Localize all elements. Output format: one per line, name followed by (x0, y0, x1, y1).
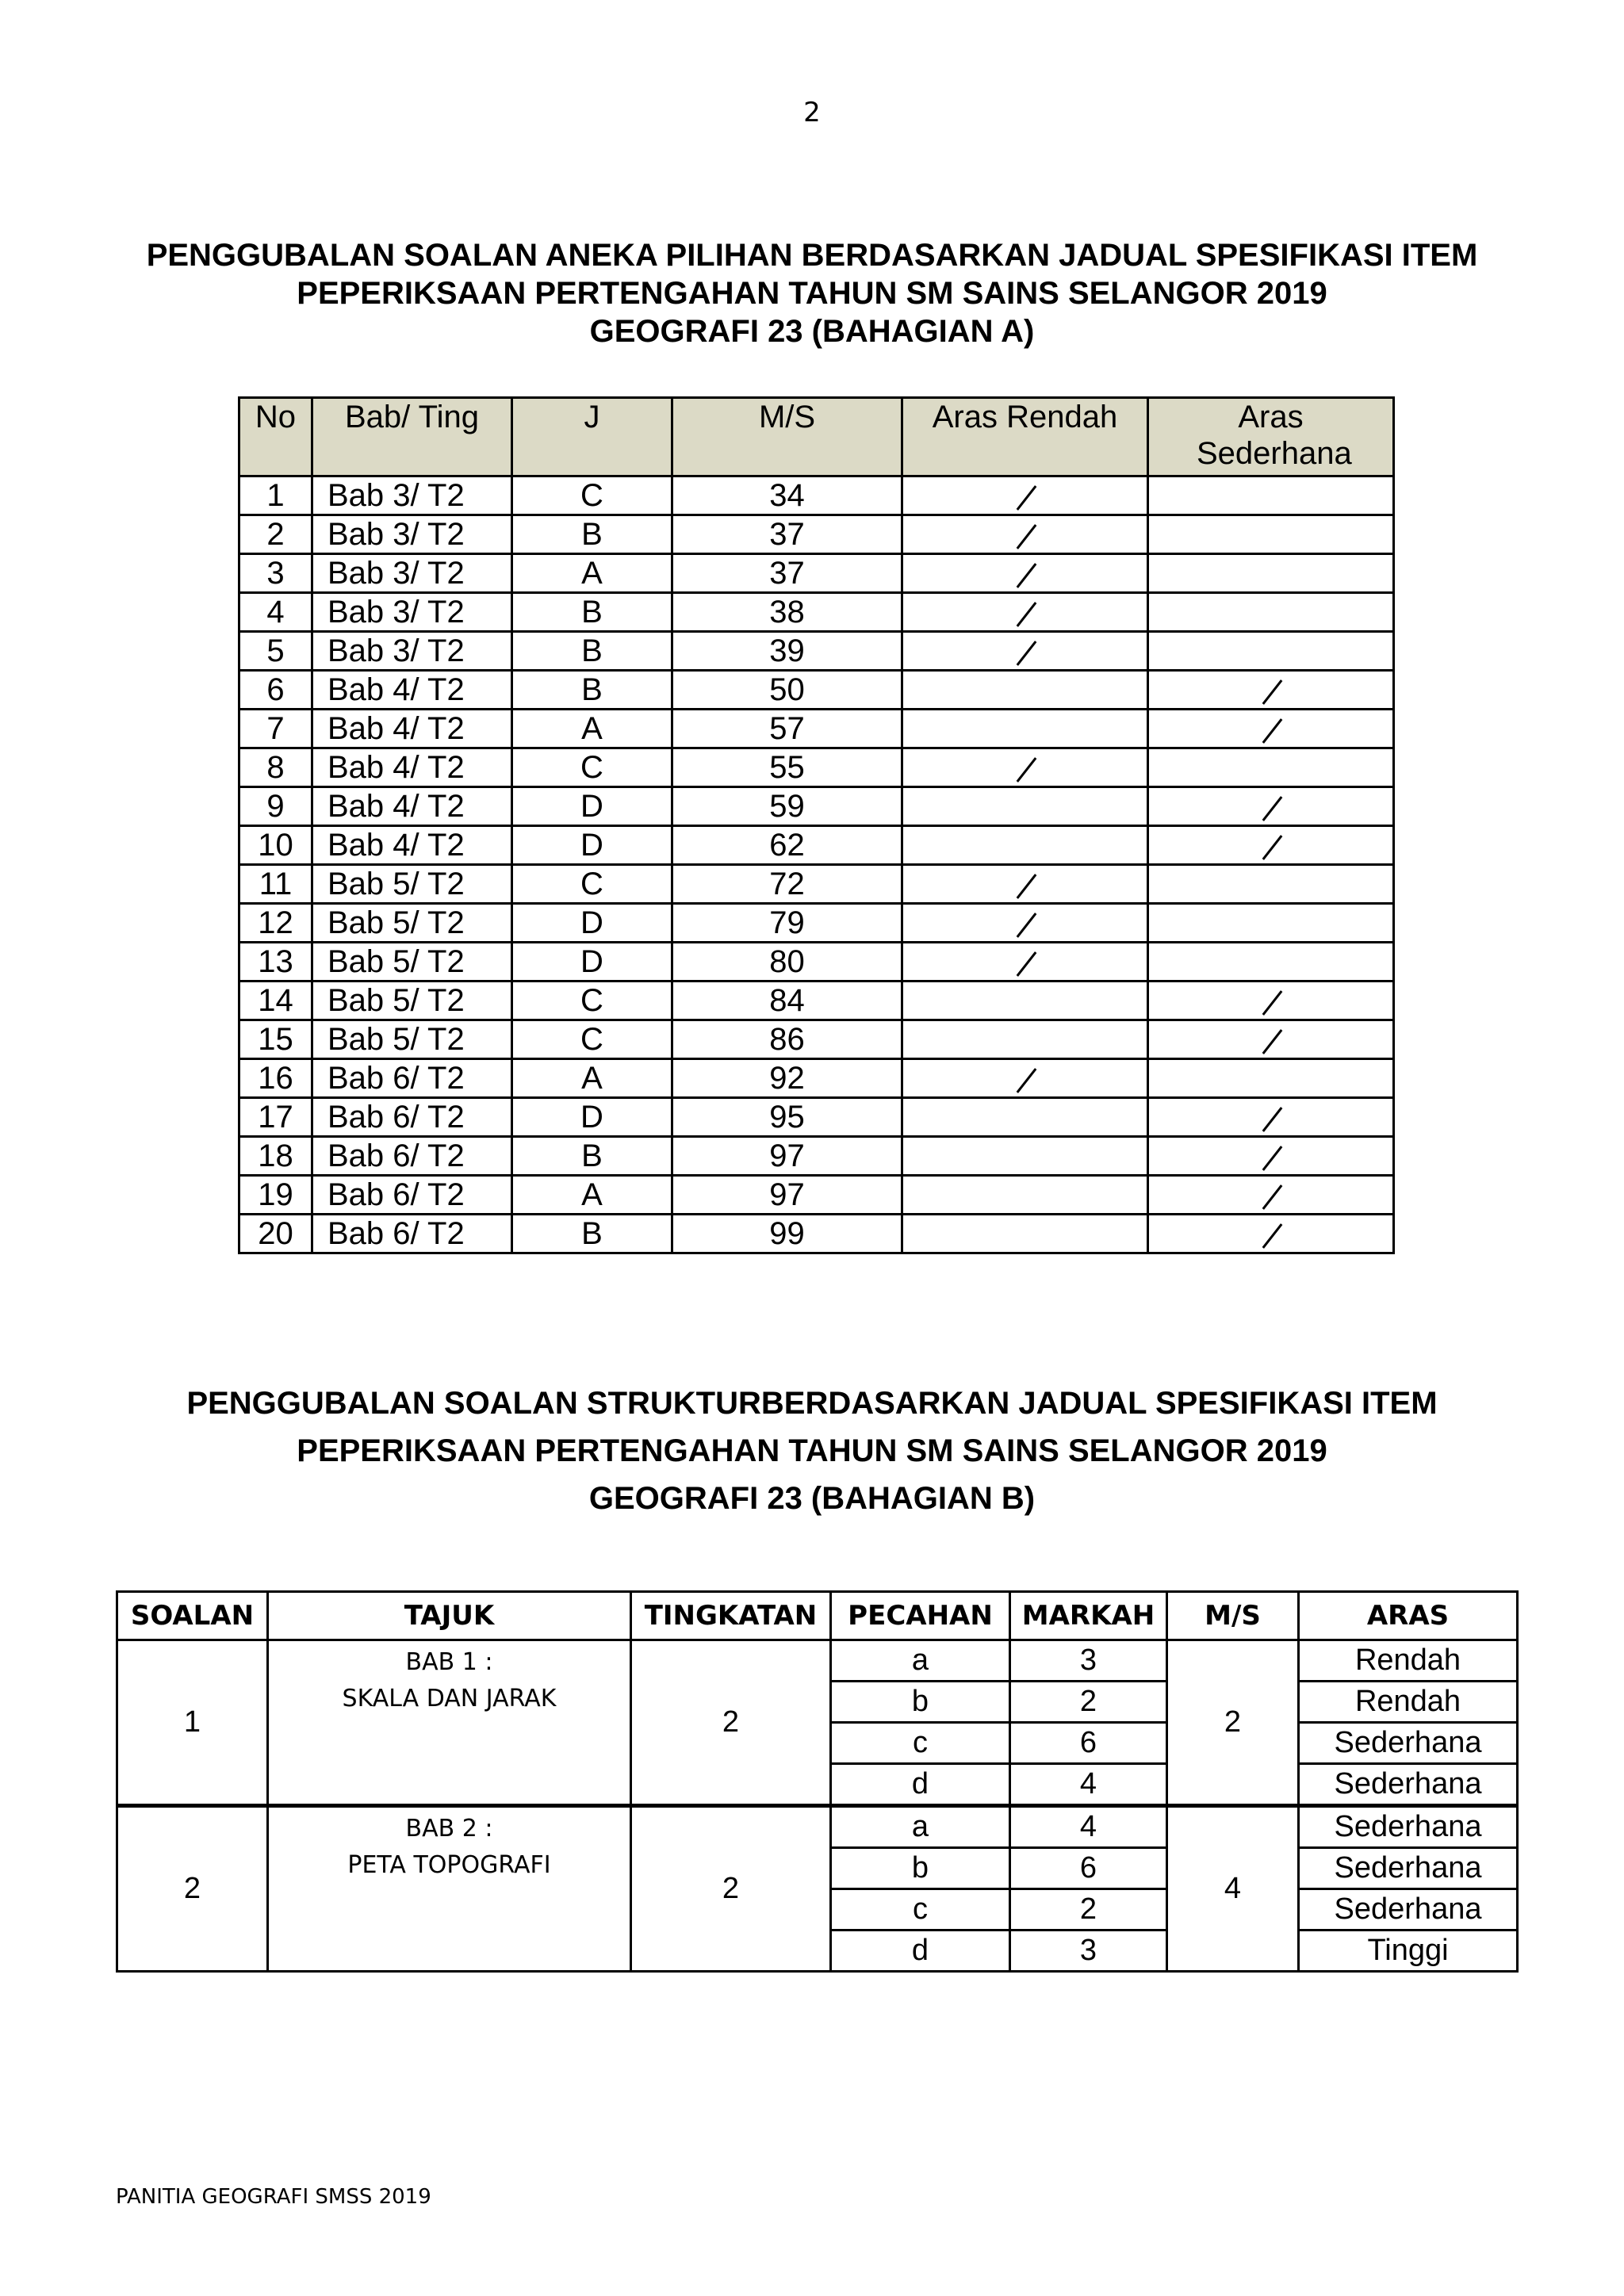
row-answer: C (512, 865, 672, 904)
row-page: 97 (672, 1137, 902, 1176)
heading-line: PEPERIKSAAN PERTENGAHAN TAHUN SM SAINS SELANGOR 2019 (297, 1433, 1327, 1468)
aras-rendah-cell (902, 1098, 1148, 1137)
table-row (239, 982, 1394, 1020)
row-page: 62 (672, 826, 902, 865)
col-header-j: J (512, 398, 672, 476)
question-level: Sederhana (1299, 1806, 1518, 1848)
row-answer: C (512, 1020, 672, 1059)
row-answer: B (512, 593, 672, 632)
table-row (239, 476, 1394, 515)
row-bab-ting: Bab 6/ T2 (312, 1176, 512, 1215)
col-header-aras: ARAS (1299, 1592, 1518, 1640)
col-header-ms: M/S (1167, 1592, 1299, 1640)
question-level: Sederhana (1299, 1723, 1518, 1764)
table-row (239, 787, 1394, 826)
table-row (239, 1059, 1394, 1098)
aras-rendah-cell (902, 593, 1148, 632)
aras-rendah-cell (902, 787, 1148, 826)
row-answer: D (512, 943, 672, 982)
topic-line: BAB 2 : (405, 1815, 493, 1843)
col-header-ms: M/S (672, 398, 902, 476)
row-bab-ting: Bab 3/ T2 (312, 632, 512, 671)
tick-mark-icon (1264, 718, 1278, 743)
row-answer: A (512, 1059, 672, 1098)
question-marks: 2 (1010, 1889, 1167, 1931)
aras-sederhana-cell (1148, 1020, 1394, 1059)
aras-sederhana-cell (1148, 865, 1394, 904)
question-part: c (831, 1889, 1010, 1931)
aras-rendah-cell (902, 632, 1148, 671)
row-page: 95 (672, 1098, 902, 1137)
question-form: 2 (631, 1640, 831, 1806)
multiple-choice-table-body (239, 476, 1394, 1253)
aras-rendah-cell (902, 515, 1148, 554)
row-page: 80 (672, 943, 902, 982)
row-bab-ting: Bab 3/ T2 (312, 476, 512, 515)
row-page: 50 (672, 671, 902, 710)
question-level: Sederhana (1299, 1848, 1518, 1889)
row-answer: B (512, 515, 672, 554)
row-number: 18 (239, 1137, 312, 1176)
row-number: 6 (239, 671, 312, 710)
table-row (239, 1020, 1394, 1059)
question-topic (268, 1640, 631, 1806)
row-page: 92 (672, 1059, 902, 1098)
heading-line: PENGGUBALAN SOALAN STRUKTURBERDASARKAN JADUAL SPESIFIKASI ITEM (186, 1386, 1438, 1421)
row-page: 39 (672, 632, 902, 671)
heading-line: PENGGUBALAN SOALAN ANEKA PILIHAN BERDASARKAN JADUAL SPESIFIKASI ITEM (146, 238, 1478, 273)
table-row (239, 904, 1394, 943)
section-a-heading (0, 236, 1624, 350)
heading-line: PEPERIKSAAN PERTENGAHAN TAHUN SM SAINS SELANGOR 2019 (297, 276, 1327, 311)
question-marks: 3 (1010, 1931, 1167, 1972)
table-row (239, 1176, 1394, 1215)
question-part: a (831, 1640, 1010, 1682)
row-page: 99 (672, 1215, 902, 1253)
row-page: 38 (672, 593, 902, 632)
row-page: 79 (672, 904, 902, 943)
tick-mark-icon (1264, 834, 1278, 859)
row-bab-ting: Bab 3/ T2 (312, 554, 512, 593)
aras-rendah-cell (902, 1059, 1148, 1098)
question-level: Rendah (1299, 1682, 1518, 1723)
row-number: 12 (239, 904, 312, 943)
row-bab-ting: Bab 6/ T2 (312, 1215, 512, 1253)
row-number: 17 (239, 1098, 312, 1137)
tick-mark-icon (1264, 989, 1278, 1015)
row-answer: D (512, 1098, 672, 1137)
row-bab-ting: Bab 5/ T2 (312, 943, 512, 982)
aras-rendah-cell (902, 710, 1148, 748)
row-number: 7 (239, 710, 312, 748)
row-answer: C (512, 748, 672, 787)
row-number: 11 (239, 865, 312, 904)
tick-mark-icon (1264, 1028, 1278, 1054)
question-topic (268, 1806, 631, 1972)
row-page: 72 (672, 865, 902, 904)
col-header-bab: Bab/ Ting (312, 398, 512, 476)
question-page: 4 (1167, 1806, 1299, 1972)
aras-sederhana-cell (1148, 632, 1394, 671)
row-answer: D (512, 787, 672, 826)
tick-mark-icon (1264, 1223, 1278, 1248)
row-number: 4 (239, 593, 312, 632)
row-bab-ting: Bab 5/ T2 (312, 865, 512, 904)
aras-rendah-cell (902, 476, 1148, 515)
aras-sederhana-cell (1148, 1215, 1394, 1253)
structured-question-table (116, 1590, 1519, 1973)
question-part: d (831, 1931, 1010, 1972)
tick-mark-icon (1018, 562, 1032, 587)
question-marks: 6 (1010, 1848, 1167, 1889)
question-marks: 4 (1010, 1806, 1167, 1848)
aras-sederhana-cell (1148, 1137, 1394, 1176)
row-number: 20 (239, 1215, 312, 1253)
tick-mark-icon (1018, 912, 1032, 937)
aras-rendah-cell (902, 1137, 1148, 1176)
row-number: 1 (239, 476, 312, 515)
structured-question-table-body (117, 1640, 1518, 1972)
topic-line: BAB 1 : (405, 1648, 493, 1676)
question-part: b (831, 1682, 1010, 1723)
row-answer: A (512, 554, 672, 593)
aras-sederhana-cell (1148, 787, 1394, 826)
tick-mark-icon (1018, 951, 1032, 976)
section-b-heading (0, 1380, 1624, 1522)
row-bab-ting: Bab 5/ T2 (312, 1020, 512, 1059)
row-number: 9 (239, 787, 312, 826)
row-page: 86 (672, 1020, 902, 1059)
row-page: 55 (672, 748, 902, 787)
aras-sederhana-cell (1148, 554, 1394, 593)
aras-rendah-cell (902, 671, 1148, 710)
aras-sederhana-cell (1148, 904, 1394, 943)
row-number: 10 (239, 826, 312, 865)
row-bab-ting: Bab 4/ T2 (312, 671, 512, 710)
topic-line: SKALA DAN JARAK (342, 1685, 557, 1712)
question-marks: 3 (1010, 1640, 1167, 1682)
aras-sederhana-cell (1148, 826, 1394, 865)
table-header-row (117, 1592, 1518, 1640)
question-level: Tinggi (1299, 1931, 1518, 1972)
table-row (239, 632, 1394, 671)
aras-rendah-cell (902, 554, 1148, 593)
row-answer: B (512, 632, 672, 671)
row-number: 15 (239, 1020, 312, 1059)
table-row (239, 865, 1394, 904)
aras-rendah-cell (902, 865, 1148, 904)
table-row (239, 671, 1394, 710)
aras-sederhana-cell (1148, 982, 1394, 1020)
row-answer: B (512, 671, 672, 710)
tick-mark-icon (1018, 756, 1032, 782)
question-number: 1 (117, 1640, 268, 1806)
tick-mark-icon (1264, 1184, 1278, 1209)
row-bab-ting: Bab 4/ T2 (312, 710, 512, 748)
table-row (239, 943, 1394, 982)
multiple-choice-table (238, 396, 1395, 1254)
aras-sederhana-cell (1148, 748, 1394, 787)
table-row (239, 554, 1394, 593)
tick-mark-icon (1264, 1145, 1278, 1170)
col-header-no: No (239, 398, 312, 476)
table-row (239, 515, 1394, 554)
row-bab-ting: Bab 6/ T2 (312, 1098, 512, 1137)
question-form: 2 (631, 1806, 831, 1972)
tick-mark-icon (1018, 484, 1032, 510)
row-number: 14 (239, 982, 312, 1020)
question-part: d (831, 1764, 1010, 1806)
page-number: 2 (803, 97, 821, 128)
row-bab-ting: Bab 6/ T2 (312, 1137, 512, 1176)
table-row (239, 1137, 1394, 1176)
table-row (239, 710, 1394, 748)
row-number: 3 (239, 554, 312, 593)
aras-rendah-cell (902, 826, 1148, 865)
aras-sederhana-cell (1148, 671, 1394, 710)
row-number: 13 (239, 943, 312, 982)
table-header-row (239, 398, 1394, 476)
row-answer: D (512, 826, 672, 865)
tick-mark-icon (1264, 679, 1278, 704)
aras-rendah-cell (902, 904, 1148, 943)
question-marks: 2 (1010, 1682, 1167, 1723)
col-header-soalan: SOALAN (117, 1592, 268, 1640)
row-number: 2 (239, 515, 312, 554)
row-answer: D (512, 904, 672, 943)
tick-mark-icon (1264, 1106, 1278, 1131)
row-bab-ting: Bab 3/ T2 (312, 593, 512, 632)
row-bab-ting: Bab 4/ T2 (312, 826, 512, 865)
aras-rendah-cell (902, 1020, 1148, 1059)
row-number: 8 (239, 748, 312, 787)
aras-sederhana-cell (1148, 1059, 1394, 1098)
tick-mark-icon (1018, 523, 1032, 549)
question-marks: 6 (1010, 1723, 1167, 1764)
col-header-aras-sederhana: Aras Sederhana (1148, 398, 1394, 476)
aras-sederhana-cell (1148, 943, 1394, 982)
row-answer: A (512, 1176, 672, 1215)
aras-sederhana-cell (1148, 1176, 1394, 1215)
topic-line: PETA TOPOGRAFI (347, 1851, 551, 1879)
row-page: 57 (672, 710, 902, 748)
tick-mark-icon (1018, 1067, 1032, 1093)
tick-mark-icon (1018, 601, 1032, 626)
question-level: Sederhana (1299, 1889, 1518, 1931)
heading-line: GEOGRAFI 23 (BAHAGIAN B) (588, 1481, 1036, 1516)
row-answer: C (512, 982, 672, 1020)
aras-rendah-cell (902, 748, 1148, 787)
tick-mark-icon (1018, 873, 1032, 898)
question-part: a (831, 1806, 1010, 1848)
row-answer: B (512, 1215, 672, 1253)
row-page: 37 (672, 515, 902, 554)
aras-sederhana-cell (1148, 1098, 1394, 1137)
row-number: 19 (239, 1176, 312, 1215)
aras-rendah-cell (902, 1215, 1148, 1253)
row-bab-ting: Bab 4/ T2 (312, 748, 512, 787)
row-answer: B (512, 1137, 672, 1176)
row-answer: A (512, 710, 672, 748)
row-bab-ting: Bab 5/ T2 (312, 982, 512, 1020)
table-row (239, 593, 1394, 632)
aras-rendah-cell (902, 943, 1148, 982)
row-bab-ting: Bab 4/ T2 (312, 787, 512, 826)
row-number: 5 (239, 632, 312, 671)
row-page: 37 (672, 554, 902, 593)
question-part: b (831, 1848, 1010, 1889)
row-bab-ting: Bab 3/ T2 (312, 515, 512, 554)
question-level: Rendah (1299, 1640, 1518, 1682)
row-page: 97 (672, 1176, 902, 1215)
tick-mark-icon (1264, 795, 1278, 821)
row-number: 16 (239, 1059, 312, 1098)
col-header-markah: MARKAH (1010, 1592, 1167, 1640)
aras-rendah-cell (902, 982, 1148, 1020)
table-row (239, 1215, 1394, 1253)
row-page: 34 (672, 476, 902, 515)
question-marks: 4 (1010, 1764, 1167, 1806)
row-answer: C (512, 476, 672, 515)
aras-sederhana-cell (1148, 515, 1394, 554)
table-row (117, 1640, 1518, 1682)
question-level: Sederhana (1299, 1764, 1518, 1806)
question-part: c (831, 1723, 1010, 1764)
footer-text: PANITIA GEOGRAFI SMSS 2019 (116, 2185, 431, 2209)
question-number: 2 (117, 1806, 268, 1972)
table-row (239, 748, 1394, 787)
table-row (239, 826, 1394, 865)
row-bab-ting: Bab 6/ T2 (312, 1059, 512, 1098)
col-header-aras-rendah: Aras Rendah (902, 398, 1148, 476)
col-header-tingkatan: TINGKATAN (631, 1592, 831, 1640)
question-page: 2 (1167, 1640, 1299, 1806)
aras-rendah-cell (902, 1176, 1148, 1215)
heading-line: GEOGRAFI 23 (BAHAGIAN A) (589, 314, 1035, 349)
aras-sederhana-cell (1148, 710, 1394, 748)
aras-sederhana-cell (1148, 593, 1394, 632)
row-page: 59 (672, 787, 902, 826)
row-bab-ting: Bab 5/ T2 (312, 904, 512, 943)
row-page: 84 (672, 982, 902, 1020)
aras-sederhana-cell (1148, 476, 1394, 515)
col-header-pecahan: PECAHAN (831, 1592, 1010, 1640)
table-row (117, 1806, 1518, 1848)
table-row (239, 1098, 1394, 1137)
col-header-tajuk: TAJUK (268, 1592, 631, 1640)
tick-mark-icon (1018, 640, 1032, 665)
